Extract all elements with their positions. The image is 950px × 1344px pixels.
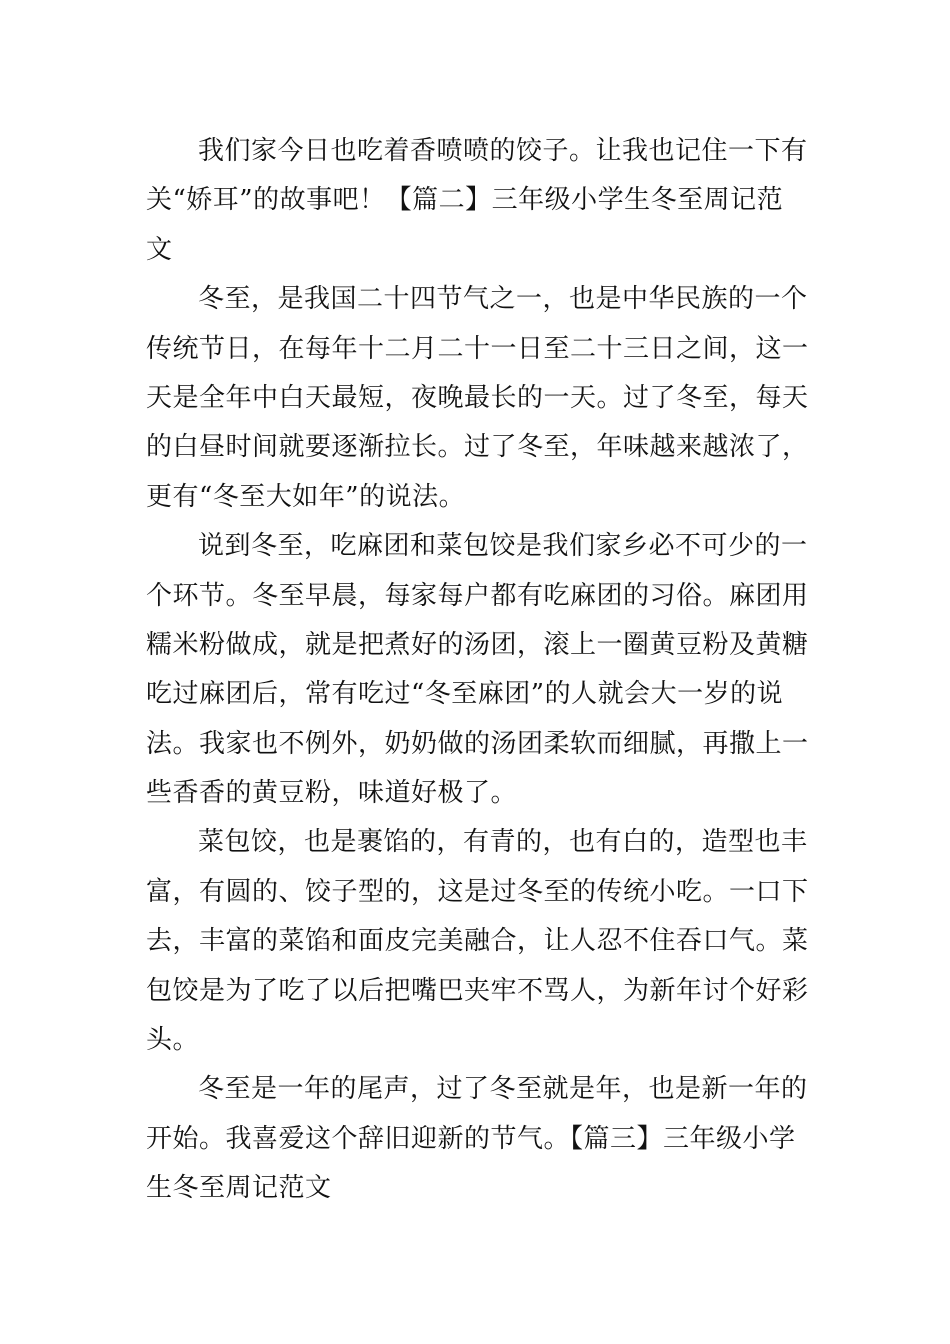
- text-line: 个环节。冬至早晨，每家每户都有吃麻团的习俗。麻团用: [146, 580, 809, 611]
- text-line: 冬至是一年的尾声，过了冬至就是年，也是新一年的: [198, 1074, 808, 1105]
- document-body: [146, 127, 809, 1214]
- text-line: 开始。我喜爱这个辞旧迎新的节气。【篇三】三年级小学: [146, 1123, 796, 1154]
- text-line: 的白昼时间就要逐渐拉长。过了冬至，年味越来越浓了，: [146, 432, 809, 463]
- text-line: 文: [146, 234, 173, 265]
- text-line: 糯米粉做成，就是把煮好的汤团，滚上一圈黄豆粉及黄糖: [146, 629, 809, 660]
- text-line: 头。: [146, 1025, 200, 1056]
- text-line: 包饺是为了吃了以后把嘴巴夹牢不骂人，为新年讨个好彩: [146, 975, 809, 1006]
- text-line: 吃过麻团后，常有吃过“冬至麻团”的人就会大一岁的说: [146, 679, 784, 710]
- text-line: 冬至，是我国二十四节气之一，也是中华民族的一个: [198, 284, 808, 315]
- text-line: 去，丰富的菜馅和面皮完美融合，让人忍不住吞口气。菜: [146, 926, 809, 957]
- text-line: 关“娇耳”的故事吧！【篇二】三年级小学生冬至周记范: [146, 185, 784, 216]
- text-line: 我们家今日也吃着香喷喷的饺子。让我也记住一下有: [198, 136, 808, 166]
- text-line: 法。我家也不例外，奶奶做的汤团柔软而细腻，再撒上一: [146, 728, 809, 759]
- text-line: 菜包饺，也是裹馅的，有青的，也有白的，造型也丰: [198, 827, 808, 858]
- text-line: 传统节日，在每年十二月二十一日至二十三日之间，这一: [146, 333, 809, 364]
- paragraph-1: [146, 127, 806, 275]
- text-line: 更有“冬至大如年”的说法。: [146, 481, 466, 512]
- text-line: 天是全年中白天最短，夜晚最长的一天。过了冬至，每天: [146, 382, 809, 413]
- paragraph-4: [146, 818, 809, 1065]
- text-line: 说到冬至，吃麻团和菜包饺是我们家乡必不可少的一: [198, 531, 808, 562]
- text-line: 富，有圆的、饺子型的，这是过冬至的传统小吃。一口下: [146, 876, 809, 907]
- paragraph-5: [146, 1065, 806, 1213]
- paragraph-2: [146, 275, 809, 522]
- text-line: 生冬至周记范文: [146, 1173, 332, 1204]
- text-line: 些香香的黄豆粉，味道好极了。: [146, 778, 518, 809]
- paragraph-3: [146, 522, 809, 818]
